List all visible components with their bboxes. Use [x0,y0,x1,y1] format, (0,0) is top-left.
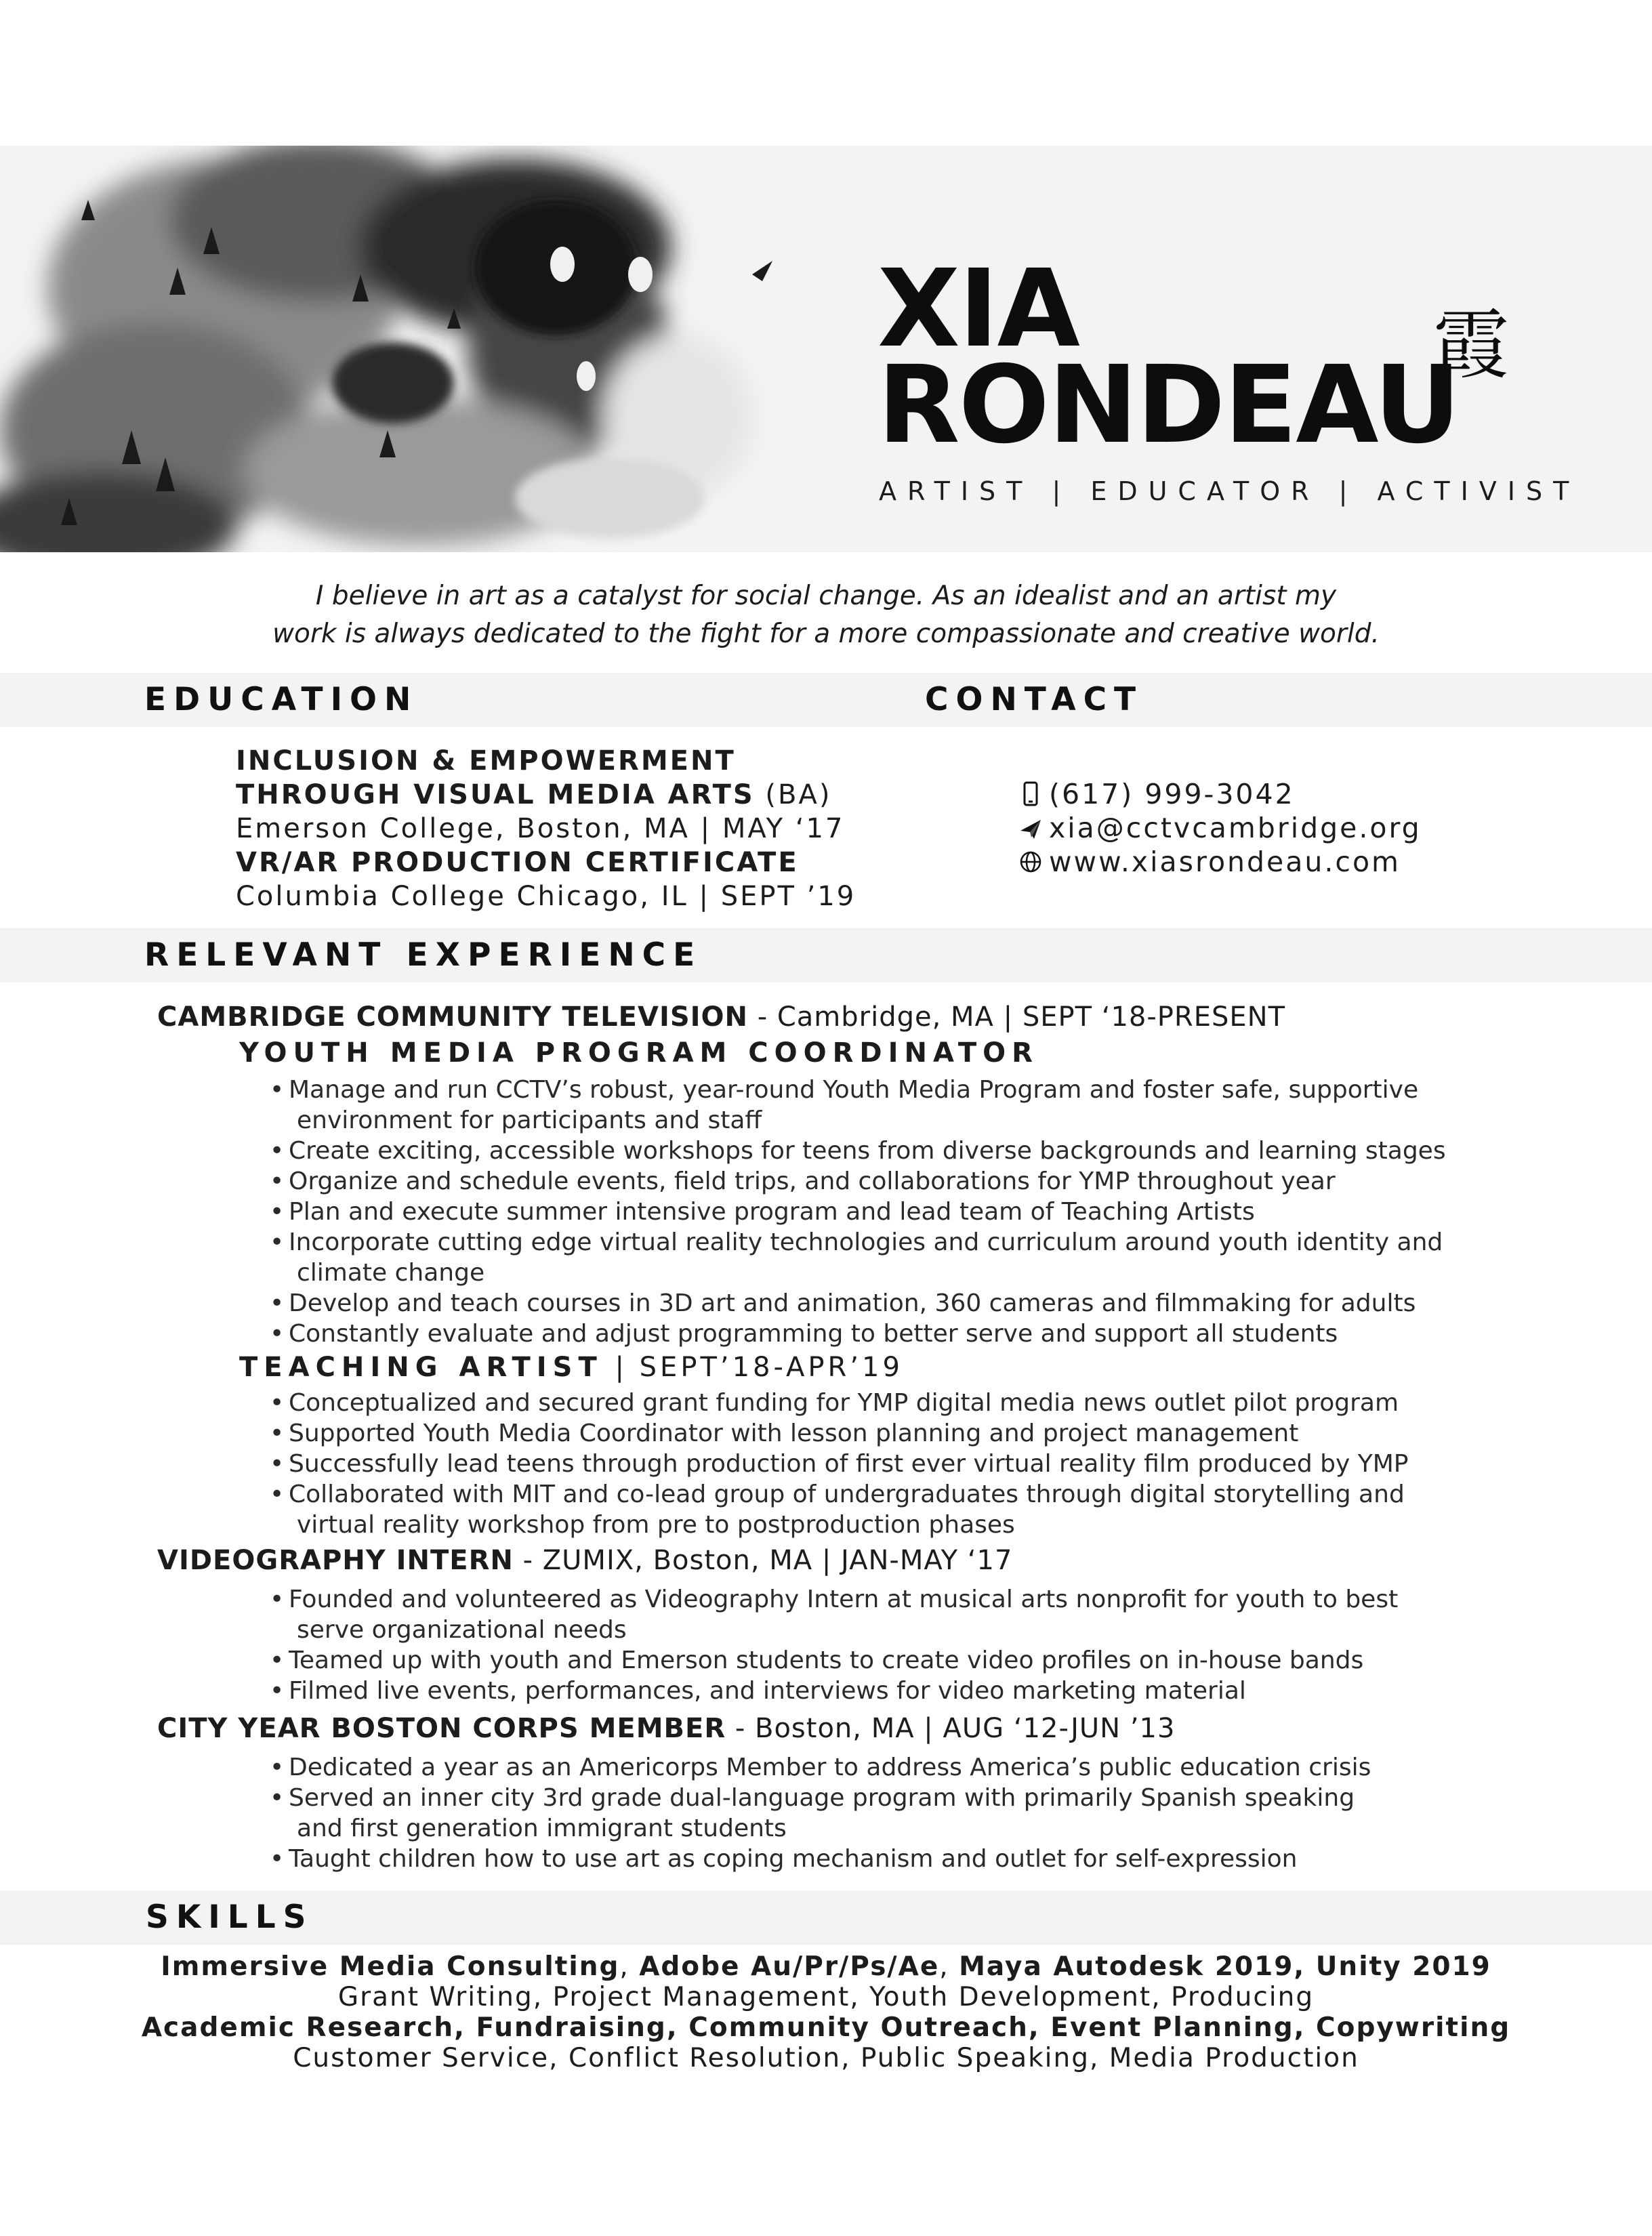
ink-wash-artwork [0,146,779,552]
role-ymp-bullets [270,1075,1503,1349]
list-item: • Constantly evaluate and adjust programming to better serve and support all students [270,1319,1503,1349]
phone-icon [1019,781,1042,808]
list-item: • Incorporate cutting edge virtual reality technologies and curriculum around youth identity and [270,1227,1503,1258]
list-item: • Filmed live events, performances, and interviews for video marketing material [270,1676,1503,1706]
list-item: • Conceptualized and secured grant funding for YMP digital media news outlet pilot program [270,1388,1503,1418]
list-item: • Served an inner city 3rd grade dual-language program with primarily Spanish speaking [270,1783,1503,1813]
list-item: • Successfully lead teens through production of first ever virtual reality film produced by YMP [270,1449,1503,1479]
skills-line-1: Immersive Media Consulting, Adobe Au/Pr/Ps/Ae, Maya Autodesk 2019, Unity 2019 [161,1951,1491,1982]
experience-heading: RELEVANT EXPERIENCE [144,936,703,974]
list-item: • Collaborated with MIT and co-lead group of undergraduates through digital storytelling and [270,1479,1503,1510]
website-link[interactable]: www.xiasrondeau.com [1049,846,1401,878]
list-item-continuation: and first generation immigrant students [297,1815,787,1842]
contact-email-row [1019,811,1422,845]
education-heading: EDUCATION [144,681,419,718]
job-cityyear-org: CITY YEAR BOSTON CORPS MEMBER [157,1713,726,1744]
list-item: • Plan and execute summer intensive program and lead team of Teaching Artists [270,1197,1503,1227]
last-name: RONDEAU [877,343,1460,468]
role-teaching-artist: TEACHING ARTIST | SEPT’18-APR’19 [239,1352,903,1383]
list-item-continuation: serve organizational needs [297,1616,627,1644]
skills-line-4: Customer Service, Conflict Resolution, Public Speaking, Media Production [293,2043,1359,2073]
job-cctv-org: CAMBRIDGE COMMUNITY TELEVISION [157,1001,748,1033]
phone-number[interactable]: (617) 999-3042 [1049,778,1295,810]
list-item: • Organize and schedule events, field trips, and collaborations for YMP throughout year [270,1166,1503,1197]
list-item: • Founded and volunteered as Videography Intern at musical arts nonprofit for youth to best [270,1584,1503,1615]
skills-section [0,1951,1652,2073]
job-cityyear-detail: - Boston, MA | AUG ‘12-JUN ’13 [726,1713,1176,1744]
job-cityyear-header [157,1713,1175,1744]
contact-heading: CONTACT [925,681,1144,718]
list-item: • Teamed up with youth and Emerson students to create video profiles on in-house bands [270,1645,1503,1676]
degree-2: VR/AR PRODUCTION CERTIFICATE [236,847,799,878]
header-banner [0,146,1652,552]
list-item: • Create exciting, accessible workshops for teens from diverse backgrounds and learning stages [270,1136,1503,1166]
education-section [236,744,856,913]
skills-line-3: Academic Research, Fundraising, Community Outreach, Event Planning, Copywriting [141,2012,1511,2043]
job-cctv-detail: - Cambridge, MA | SEPT ‘18-PRESENT [748,1001,1286,1033]
list-item: • Dedicated a year as an Americorps Member to address America’s public education crisis [270,1752,1503,1783]
job-zumix-header [157,1545,1012,1576]
contact-phone-row [1019,777,1422,811]
skills-line-2: Grant Writing, Project Management, Youth Development, Producing [337,1982,1315,2012]
skills-band [0,1890,1652,1945]
send-icon [1019,814,1042,842]
school-2: Columbia College Chicago, IL | SEPT ’19 [236,881,856,912]
skills-heading: SKILLS [146,1899,314,1936]
list-item: • Develop and teach courses in 3D art and animation, 360 cameras and filmmaking for adults [270,1288,1503,1319]
kanji-character: 霞 [1433,302,1509,390]
contact-section [1019,777,1422,879]
email-address[interactable]: xia@cctvcambridge.org [1049,812,1422,844]
name-block [877,247,1460,468]
degree-1-line-2: THROUGH VISUAL MEDIA ARTS [236,779,755,810]
job-zumix-detail: - ZUMIX, Boston, MA | JAN-MAY ‘17 [513,1545,1013,1576]
school-1: Emerson College, Boston, MA | MAY ‘17 [236,813,845,844]
list-item: • Supported Youth Media Coordinator with lesson planning and project management [270,1418,1503,1449]
personal-statement [0,577,1652,653]
role-teaching-bullets [270,1388,1503,1540]
list-item-continuation: virtual reality workshop from pre to postproduction phases [297,1511,1015,1539]
job-cctv-header [157,1001,1285,1033]
job-zumix-org: VIDEOGRAPHY INTERN [157,1545,514,1576]
globe-icon [1019,848,1042,875]
job-zumix-bullets [270,1584,1503,1706]
list-item-continuation: climate change [297,1259,485,1287]
job-cityyear-bullets [270,1752,1503,1874]
experience-band [0,928,1652,982]
list-item: • Taught children how to use art as coping mechanism and outlet for self-expression [270,1844,1503,1874]
degree-1-line-1: INCLUSION & EMPOWERMENT [236,745,736,777]
statement-line-2: work is always dedicated to the fight for a more compassionate and creative world. [272,619,1380,649]
statement-line-1: I believe in art as a catalyst for social change. As an idealist and an artist my [315,581,1337,611]
first-name: XIA [877,247,1079,371]
list-item-continuation: environment for participants and staff [297,1106,762,1134]
education-contact-band [0,673,1652,727]
degree-1-type: (BA) [754,779,832,810]
role-ymp-coordinator: YOUTH MEDIA PROGRAM COORDINATOR [239,1037,1039,1069]
contact-website-row [1019,845,1422,879]
tagline: ARTIST | EDUCATOR | ACTIVIST [879,476,1580,506]
list-item: • Manage and run CCTV’s robust, year-round Youth Media Program and foster safe, supportive [270,1075,1503,1105]
